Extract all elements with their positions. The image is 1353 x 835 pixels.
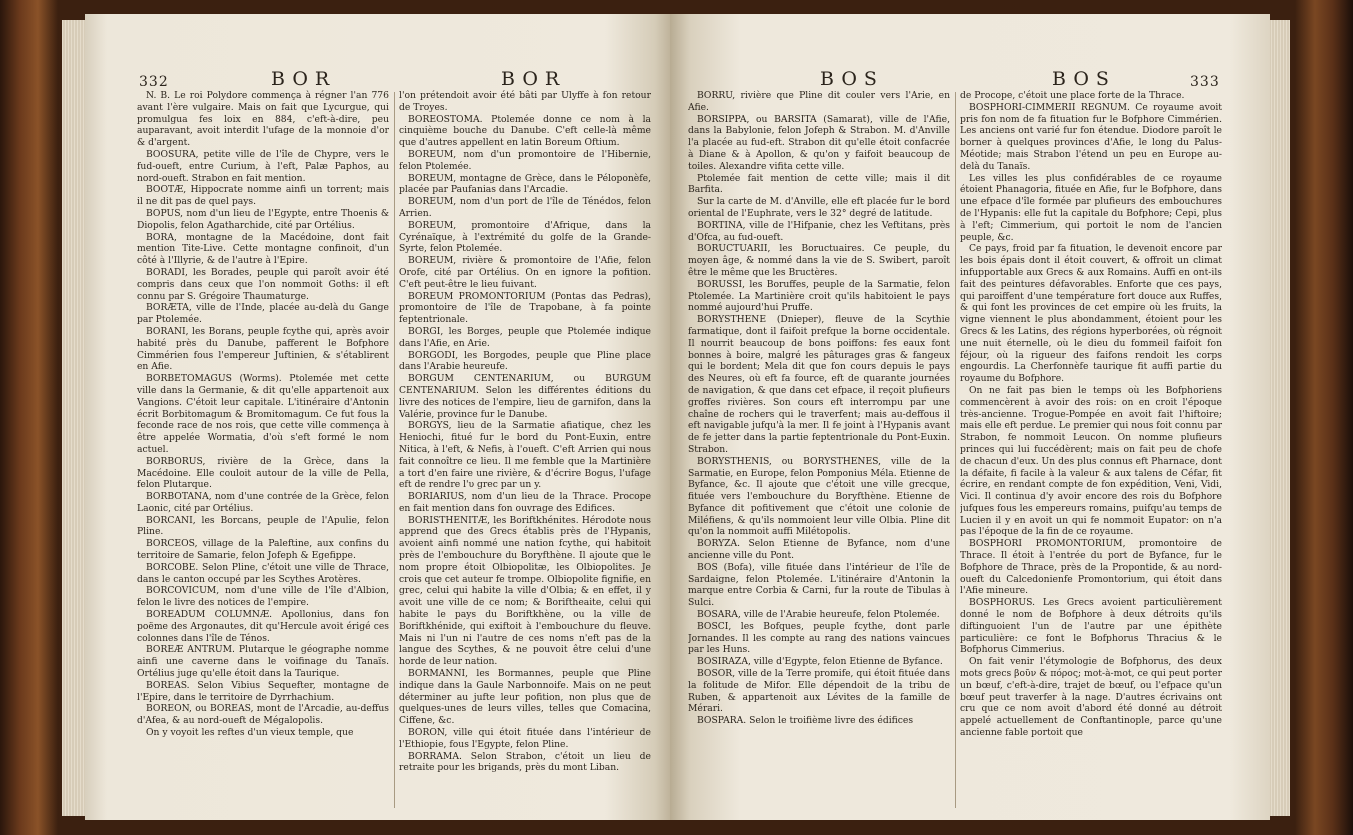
entry: BORBORUS, rivière de la Grèce, dans la Macédoine. Elle couloit autour de la ville de Pella, felon Plutarque. [137,455,389,491]
entry: BOREUM, rivière & promontoire de l'Afie, felon Orofe, cité par Ortélius. On en ignore la pofition. C'eft peut-être le lieu fuivant. [399,255,651,290]
entry: BOOSURA, petite ville de l'île de Chypre, vers le fud-oueft, entre Curium, à l'eft, Palæ Paphos, au nord-oueft. Strabon en fait mention. [137,148,389,184]
right-page-number: 333 [1190,74,1220,90]
entry: N. B. Le roi Polydore commença à régner l'an 776 avant l'ère vulgaire. Mais on fait que Lycurgue, qui promulgua fes loix en 884, c'eft-à-dire, peu auparavant, avoit interdit l'ufage de la monnoie d'or & d'argent. [137,90,389,149]
entry: On ne fait pas bien le temps où les Bofphoriens commencèrent à avoir des rois: on en croit l'époque très-ancienne. Trogue-Pompée en avoit fait l'hiftoire; mais elle eft perdue. Le premier qui nous foit connu par Strabon, fe nommoit Leucon. On nomme plufieurs princes qui lui fuccédèrent; mais on fait peu de chofe de chacun d'eux. Un des plus connus eft Pharnace, dont la défaite, fi facile à la valeur & aux talens de Céfar, fit écrire, en rendant compte de fon expédition, Veni, Vidi, Vici. Il continua d'y avoir encore des rois du Bofphore jufques fous les empereurs romains, puifqu'au temps de Lucien il y en avoit un qui fe nommoit Eupator: on n'a pas l'époque de la fin de ce royaume. [960,384,1222,538]
right-column-2 [960,90,1222,806]
entry: BORON, ville qui étoit fituée dans l'intérieur de l'Ethiopie, fous l'Egypte, felon Pline. [399,727,651,750]
entry: BORUSSI, les Boruffes, peuple de la Sarmatie, felon Ptolemée. La Martinière croit qu'ils habitoient le pays nommé aujourd'hui Pruffe. [688,278,950,314]
entry: BORUCTUARII, les Boructuaires. Ce peuple, du moyen âge, & nommé dans la vie de S. Swibert, paroît être le même que les Bructères. [688,243,950,278]
entry: BORCANI, les Borcans, peuple de l'Apulie, felon Pline. [137,514,389,538]
entry: BORCOBE. Selon Pline, c'étoit une ville de Thrace, dans le canton occupé par les Scythes Arotères. [137,561,389,585]
right-column-1 [688,90,950,806]
entry: BOREUM, montagne de Grèce, dans le Péloponèfe, placée par Paufanias dans l'Arcadie. [399,172,651,196]
entry: BORANI, les Borans, peuple fcythe qui, après avoir habité près du Danube, pafferent le Bofphore Cimmérien fous l'empereur Juftinien, & s'établirent en Afie. [137,325,389,373]
entry: BORIARIUS, nom d'un lieu de la Thrace. Procope en fait mention dans fon ouvrage des Edifices. [399,491,651,514]
entry: BORRAMA. Selon Strabon, c'étoit un lieu de retraite pour les brigands, près du mont Liban. [399,750,651,774]
entry: On y voyoit les reftes d'un vieux temple, que [146,727,354,739]
entry: BOSARA, ville de l'Arabie heureufe, felon Ptolemée. [697,609,940,621]
entry: BORBETOMAGUS (Worms). Ptolemée met cette ville dans la Germanie, & dit qu'elle appartenoit aux Vangions. C'étoit leur capitale. L'itinéraire d'Antonin écrit Borbitomagum & Bromitomagum. Ce fut fous la feconde race de nos rois, que cette ville commença à être appelée Wormatia, d'où s'eft formé le nom actuel. [137,373,389,455]
entry: BORYSTHENIS, ou BORYSTHENES, ville de la Sarmatie, en Europe, felon Pomponius Méla. Etienne de Byfance, &c. Il ajoute que c'étoit une ville grecque, fituée vers l'embouchure du Boryfthène. Etienne de Byfance dit pofitivement que c'étoit une colonie de Miléfiens, & qu'ils nommoient leur ville Olbia. Pline dit qu'on la nommoit auffi Milétopolis. [688,455,950,538]
left-running-head-1: BOR [271,68,337,90]
entry: BOOTÆ, Hippocrate nomme ainfi un torrent; mais il ne dit pas de quel pays. [137,184,389,208]
entry: Ce pays, froid par fa fituation, le devenoit encore par les bois épais dont il étoit couvert, & offroit un climat infupportable aux Grecs & aux Romains. Auffi en ont-ils fait des peintures défavorables. Enforte que ces pays, qui paroiffent d'une température fort douce aux Ruffes, & qui font les provinces de cet empire où les fruits, la vigne viennent le plus abondamment, étoient pour les Grecs & les Latins, des régions hyperborées, où régnoit une nuit éternelle, où le dieu du fommeil faifoit fon féjour, où la rigueur des faifons rendoit les corps engourdis. La Cherfonnèfe taurique fit auffi partie du royaume du Bofphore. [960,243,1222,385]
entry: l'on prétendoit avoir été bâti par Ulyffe à fon retour de Troyes. [399,90,651,113]
entry: BOREÆ ANTRUM. Plutarque le géographe nomme ainfi une caverne dans le voifinage du Tanaïs. Ortélius juge qu'elle étoit dans la Taurique. [137,644,389,680]
entry: BOREADUM COLUMNÆ. Apollonius, dans fon poëme des Argonautes, dit qu'Hercule avoit érigé ces colonnes dans l'île de Ténos. [137,609,389,644]
entry: BORRU, rivière que Pline dit couler vers l'Arie, en Afie. [688,90,950,113]
entry: BOSIRAZA, ville d'Egypte, felon Etienne de Byfance. [697,656,943,668]
left-running-head-2: BOR [501,68,567,90]
entry: BORGODI, les Borgodes, peuple que Pline place dans l'Arabie heureufe. [399,349,651,373]
entry: BORYSTHENE (Dnieper), fleuve de la Scythie farmatique, dont il faifoit prefque la borne occidentale. Il nourrit beaucoup de bons poiffons: fes eaux font bonnes à boire, malgré les pâturages gras & fangeux qui le bordent; Mela dit que fon cours depuis le pays des Neures, où eft fa fource, eft de quarante journées de navigation, & que dans cet efpace, il reçoit plufieurs groffes rivières. Son cours eft interrompu par une chaîne de rochers qui le traverfent; mais au-deffous il eft navigable jufqu'à la mer. Il fe joint à l'Hypanis avant de fe jetter dans la partie feptentrionale du Pont-Euxin. Strabon. [688,314,950,455]
entry: BORYZA. Selon Etienne de Byfance, nom d'une ancienne ville du Pont. [688,538,950,562]
entry: BOREUM, promontoire d'Afrique, dans la Cyrénaïque, à l'extrémité du golfe de la Grande-Syrte, felon Ptolemée. [399,219,651,255]
entry: Sur la carte de M. d'Anville, elle eft placée fur le bord oriental de l'Euphrate, vers le 32° degré de latitude. [688,196,950,219]
entry: de Procope, c'étoit une place forte de la Thrace. [960,90,1185,101]
entry: BOSPHORUS. Les Grecs avoient particulièrement donné le nom de Bofphore à deux détroits qu'ils diftinguoient l'un de l'autre par une épithète particulière: ce font le Bofphorus Thracius & le Bofphorus Cimmerius. [960,597,1222,656]
entry: BORSIPPA, ou BARSITA (Samarat), ville de l'Afie, dans la Babylonie, felon Jofeph & Strabon. M. d'Anville l'a placée au fud-eft. Strabon dit qu'elle étoit confacrée à Diane & à Apollon, & qu'on y faifoit beaucoup de toiles. Alexandre vifita cette ville. [688,113,950,172]
left-page [85,14,670,820]
right-page [670,14,1270,820]
entry: Les villes les plus confidérables de ce royaume étoient Phanagoria, fituée en Afie, fur le Bofphore, dans une efpace d'île formée par plufieurs des embouchures de l'Hypanis: elle fut la capitale du Bofphore; Cepi, plus à l'eft; Cimmerium, qui portoit le nom de l'ancien peuple, &c. [960,172,1222,243]
entry: BOS (Bofa), ville fituée dans l'intérieur de l'île de Sardaigne, felon Ptolemée. L'itinéraire d'Antonin la marque entre Corbia & Carni, fur la route de Tibulas à Sulci. [688,561,950,609]
entry: BORCOVICUM, nom d'une ville de l'île d'Albion, felon le livre des notices de l'empire. [137,585,389,609]
right-running-head-2: BOS [1052,68,1116,90]
entry: BORISTHENITÆ, les Boriftkhénites. Hérodote nous apprend que des Grecs établis près de l'Hypanis, avoient ainfi nommé une nation fcythe, qui habitoit près de l'embouchure du Boryfthène. Il ajoute que le nom propre étoit Olbiopolitæ, les Olbiopolites. Je crois que cet auteur fe trompe. Olbiopolite fignifie, en grec, celui qui habite la ville d'Olbia; & en effet, il y avoit une ville de ce nom; & Boriftheaite, celui qui habite le pays du Boriftkhène, ou la ville de Boriftkhénide, qui exiftoit à l'embouchure du fleuve. Mais ni l'un ni l'autre de ces noms n'eft pas de la langue des Scythes, & ne pouvoit être celui d'une horde de leur nation. [399,514,651,668]
left-page-edges [62,20,86,816]
right-page-edges [1268,20,1290,816]
entry: BORÆTA, ville de l'Inde, placée au-delà du Gange par Ptolemée. [137,302,389,326]
entry: BOREON, ou BOREAS, mont de l'Arcadie, au-deffus d'Afea, & au nord-oueft de Mégalopolis. [137,703,389,727]
entry: BORGYS, lieu de la Sarmatie afiatique, chez les Heniochi, fitué fur le bord du Pont-Euxin, entre Nitica, à l'eft, & Nefis, à l'oueft. C'eft Arrien qui nous fait connoître ce lieu. Il me femble que la Martinière a tort d'en faire une rivière, & d'écrire Bogus, l'ufage eft de rendre l'υ grec par un y. [399,420,651,491]
left-column-2 [399,90,651,806]
right-page-header [670,54,1270,88]
entry: BOSPHORI-CIMMERII REGNUM. Ce royaume avoit pris fon nom de fa fituation fur le Bofphore Cimmérien. Les anciens ont varié fur fon étendue. Diodore paroît le borner à quelques provinces d'Afie, le long du Palus-Méotide; mais Strabon l'étend un peu en Europe au-delà du Tanaïs. [960,101,1222,172]
entry: BORBOTANA, nom d'une contrée de la Grèce, felon Laonic, cité par Ortélius. [137,491,389,514]
left-page-header [85,54,670,88]
right-columns [670,90,1270,820]
entry: BORGI, les Borges, peuple que Ptolemée indique dans l'Afie, en Arie. [399,325,651,349]
entry: BOREOSTOMA. Ptolemée donne ce nom à la cinquième bouche du Danube. C'eft celle-là même que d'autres appellent en latin Boreum Oftium. [399,113,651,149]
entry: Ptolemée fait mention de cette ville; mais il dit Barfita. [688,172,950,196]
entry: BORADI, les Borades, peuple qui paroît avoir été compris dans ceux que l'on nommoit Goths: il eft connu par S. Grégoire Thaumaturge. [137,266,389,302]
entry: BOREUM, nom d'un promontoire de l'Hibernie, felon Ptolemée. [399,148,651,172]
left-page-number: 332 [139,74,169,90]
entry: BOPUS, nom d'un lieu de l'Egypte, entre Thoenis & Diopolis, felon Agatharchide, cité par Ortélius. [137,207,389,231]
entry: BOREUM PROMONTORIUM (Pontas das Pedras), promontoire de l'île de Trapobane, à fa pointe feptentrionale. [399,290,651,326]
entry: BORMANNI, les Bormannes, peuple que Pline indique dans la Gaule Narbonnoife. Mais on ne peut déterminer au jufte leur pofition, non plus que de quelques-unes de leurs villes, telles que Comacina, Ciffene, &c. [399,668,651,727]
entry: BOSCI, les Bofques, peuple fcythe, dont parle Jornandes. Il les compte au rang des nations vaincues par les Huns. [688,620,950,656]
entry: BORTINA, ville de l'Hifpanie, chez les Veftitans, près d'Ofca, au fud-oueft. [688,219,950,243]
entry: BOSPARA. Selon le troifième livre des édifices [697,715,914,727]
entry: BOSPHORI PROMONTORIUM, promontoire de Thrace. Il étoit à l'entrée du port de Byfance, fur le Bofphore de Thrace, près de la Propontide, & au nord-oueft du Calcedonienfe Promontorium, qui étoit dans l'Afie mineure. [960,538,1222,597]
left-columns [85,90,670,820]
entry: BORCEOS, village de la Paleftine, aux confins du territoire de Samarie, felon Jofeph & Egefippe. [137,538,389,562]
entry: BOREUM, nom d'un port de l'île de Ténédos, felon Arrien. [399,196,651,219]
right-running-head-1: BOS [820,68,884,90]
entry: BORGUM CENTENARIUM, ou BURGUM CENTENARIUM. Selon les différentes éditions du livre des notices de l'empire, lieu de garnifon, dans la Valérie, province fur le Danube. [399,373,651,420]
entry: BOSOR, ville de la Terre promife, qui étoit fituée dans la folitude de Mifor. Elle dépendoit de la tribu de Ruben, & appartenoit aux Lévites de la famille de Mérari. [688,668,950,715]
left-column-1 [137,90,389,806]
entry: BOREAS. Selon Vibius Sequefter, montagne de l'Epire, dans le territoire de Dyrrhachium. [137,679,389,703]
entry: BORA, montagne de la Macédoine, dont fait mention Tite-Live. Cette montagne confinoit, d'un côté à l'Illyrie, & de l'autre à l'Epire. [137,231,389,267]
entry: On fait venir l'étymologie de Bofphorus, des deux mots grecs βοῦν & πόρος; mot-à-mot, ce qui peut porter un bœuf, c'eft-à-dire, trajet de bœuf, ou l'efpace qu'un bœuf peut traverfer à la nage. D'autres écrivains ont cru que ce nom avoit d'abord été donné au détroit appelé actuellement de Conftantinople, parce qu'une ancienne fable portoit que [960,656,1222,739]
